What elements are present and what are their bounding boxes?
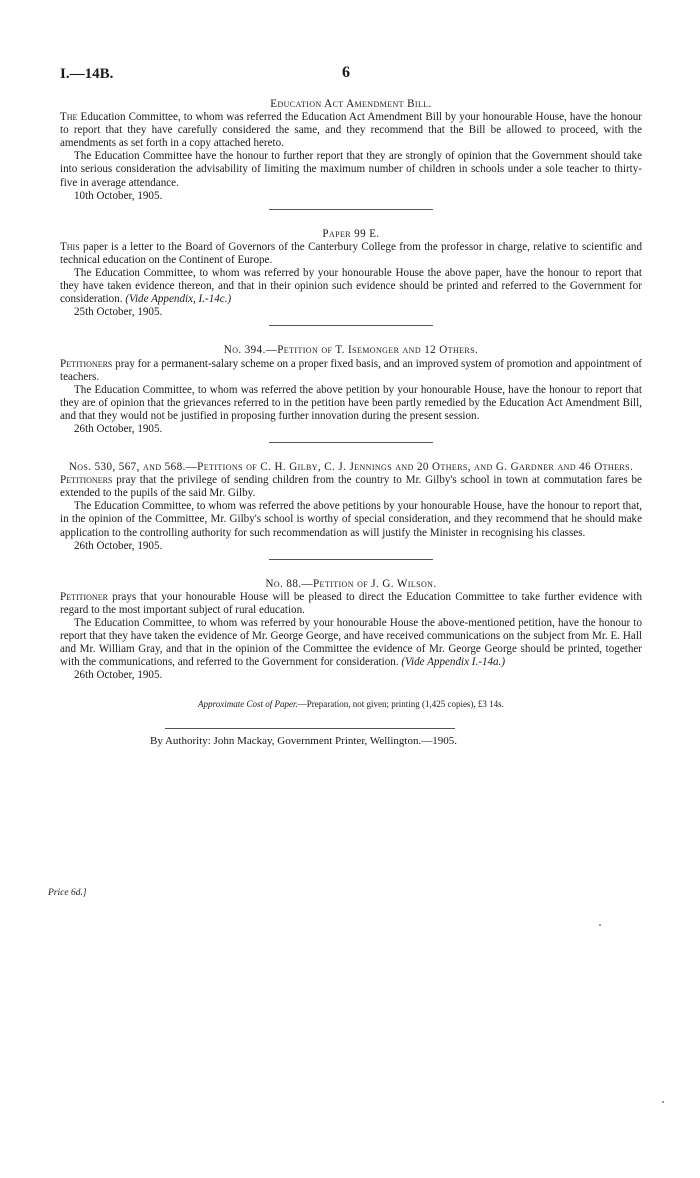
report-date: 10th October, 1905.: [74, 189, 163, 202]
paragraph-text: pray for a permanent-salary scheme on a proper fixed basis, and an improved system of promotion and appointment of teachers.: [60, 357, 642, 383]
section-education-act-amendment-bill: [60, 98, 642, 210]
approximate-cost-note: [60, 698, 642, 711]
section-petitions-530-567-568: [60, 461, 642, 560]
report-date: 26th October, 1905.: [74, 422, 163, 435]
paragraph-text: The Education Committee, to whom was referred the above petitions by your honourable House, have the honour to report that, in the opinion of the Committee, Mr. Gilby's school is worthy of special consideration, and they recommend that he should make application to the controlling authority for such recommendation as will justify the Minister in recognising his classes.: [60, 500, 642, 539]
paragraph-text: The Education Committee, to whom was referred the above petition by your honourable House, have the honour to report that they are of opinion that the grievances referred to in the petition have been partly remedied by the Education Act Amendment Bill, and that they would not be justified in proposing further innovation during the present session.: [60, 383, 642, 422]
section-heading: Nos. 530, 567, and 568.—Petitions of C. H. Gilby, C. J. Jennings and 20 Others, and G. Gardner and 46 Others.: [68, 461, 634, 474]
section-petition-88: [60, 578, 642, 683]
section-heading: Education Act Amendment Bill.: [270, 98, 432, 110]
section-petition-394: [60, 344, 642, 443]
section-paper-99e: [60, 228, 642, 327]
printer-imprint: By Authority: John Mackay, Government Printer, Wellington.—1905.: [150, 734, 457, 747]
paragraph-text: The Education Committee, to whom was referred by your honourable House the above-mentioned petition, have the honour to report that they have taken the evidence of Mr. George George, and have received communications on the subject from Mr. E. Hall and Mr. William Gray, and that in the opinion of the Committee the evidence of Mr. George George should be printed, together with the communications, and referred to the Government for consideration.: [60, 617, 642, 669]
vide-reference: (Vide Appendix, I.-14c.): [125, 293, 232, 306]
approx-cost-text: —Preparation, not given; printing (1,425 copies), £3 14s.: [297, 699, 504, 710]
paragraph-text: prays that your honourable House will be pleased to direct the Education Committee to take further evidence with regard to the most important subject of rural education.: [60, 590, 642, 616]
price-note: Price 6d.]: [48, 888, 87, 898]
paragraph-text: Education Committee, to whom was referred the Education Act Amendment Bill by your honourable House, have the honour to report that they have carefully considered the same, and they recommend that the Bill be allowed to proceed, with the amendments as set forth in a copy attached hereto.: [60, 111, 642, 150]
section-divider: [269, 209, 433, 210]
section-divider: [269, 559, 433, 560]
scan-speck: [662, 1101, 664, 1103]
report-date: 26th October, 1905.: [74, 669, 163, 682]
lead-word: Petitioners: [60, 357, 113, 370]
lead-word: The: [60, 111, 78, 124]
page-number: 6: [342, 64, 350, 81]
lead-word: Petitioners: [60, 474, 113, 487]
document-body: [60, 98, 642, 748]
section-divider: [269, 325, 433, 326]
approx-cost-label: Approximate Cost of Paper.: [198, 699, 298, 710]
section-heading: No. 88.—Petition of J. G. Wilson.: [265, 577, 437, 590]
lead-word: This: [60, 240, 80, 253]
section-divider: [269, 442, 433, 443]
section-heading: No. 394.—Petition of T. Isemonger and 12 Others.: [223, 344, 479, 357]
paragraph-text: The Education Committee have the honour to further report that they are strongly of opinion that the Government should take into serious consideration the advisability of limiting the maximum number of children in schools under a sole teacher to thirty-five in average attendance.: [60, 150, 642, 189]
section-heading: Paper 99 E.: [322, 227, 380, 240]
running-header: I.—14B.: [60, 66, 114, 82]
vide-reference: (Vide Appendix I.-14a.): [401, 656, 506, 669]
report-date: 26th October, 1905.: [74, 539, 163, 552]
report-date: 25th October, 1905.: [74, 306, 163, 319]
paragraph-text: The Education Committee, to whom was referred by your honourable House the above paper, have the honour to report that they have taken evidence thereon, and that in their opinion such evidence should be printed and referred to the Government for consideration.: [60, 267, 642, 306]
paragraph-text: paper is a letter to the Board of Governors of the Canterbury College from the professor in charge, relative to scientific and technical education on the Continent of Europe.: [60, 240, 642, 266]
lead-word: Petitioner: [60, 590, 108, 603]
imprint-divider: [165, 728, 455, 729]
paragraph-text: pray that the privilege of sending children from the country to Mr. Gilby's school in town at commutation fares be extended to the pupils of the said Mr. Gilby.: [60, 474, 642, 500]
scan-speck: [599, 924, 601, 926]
